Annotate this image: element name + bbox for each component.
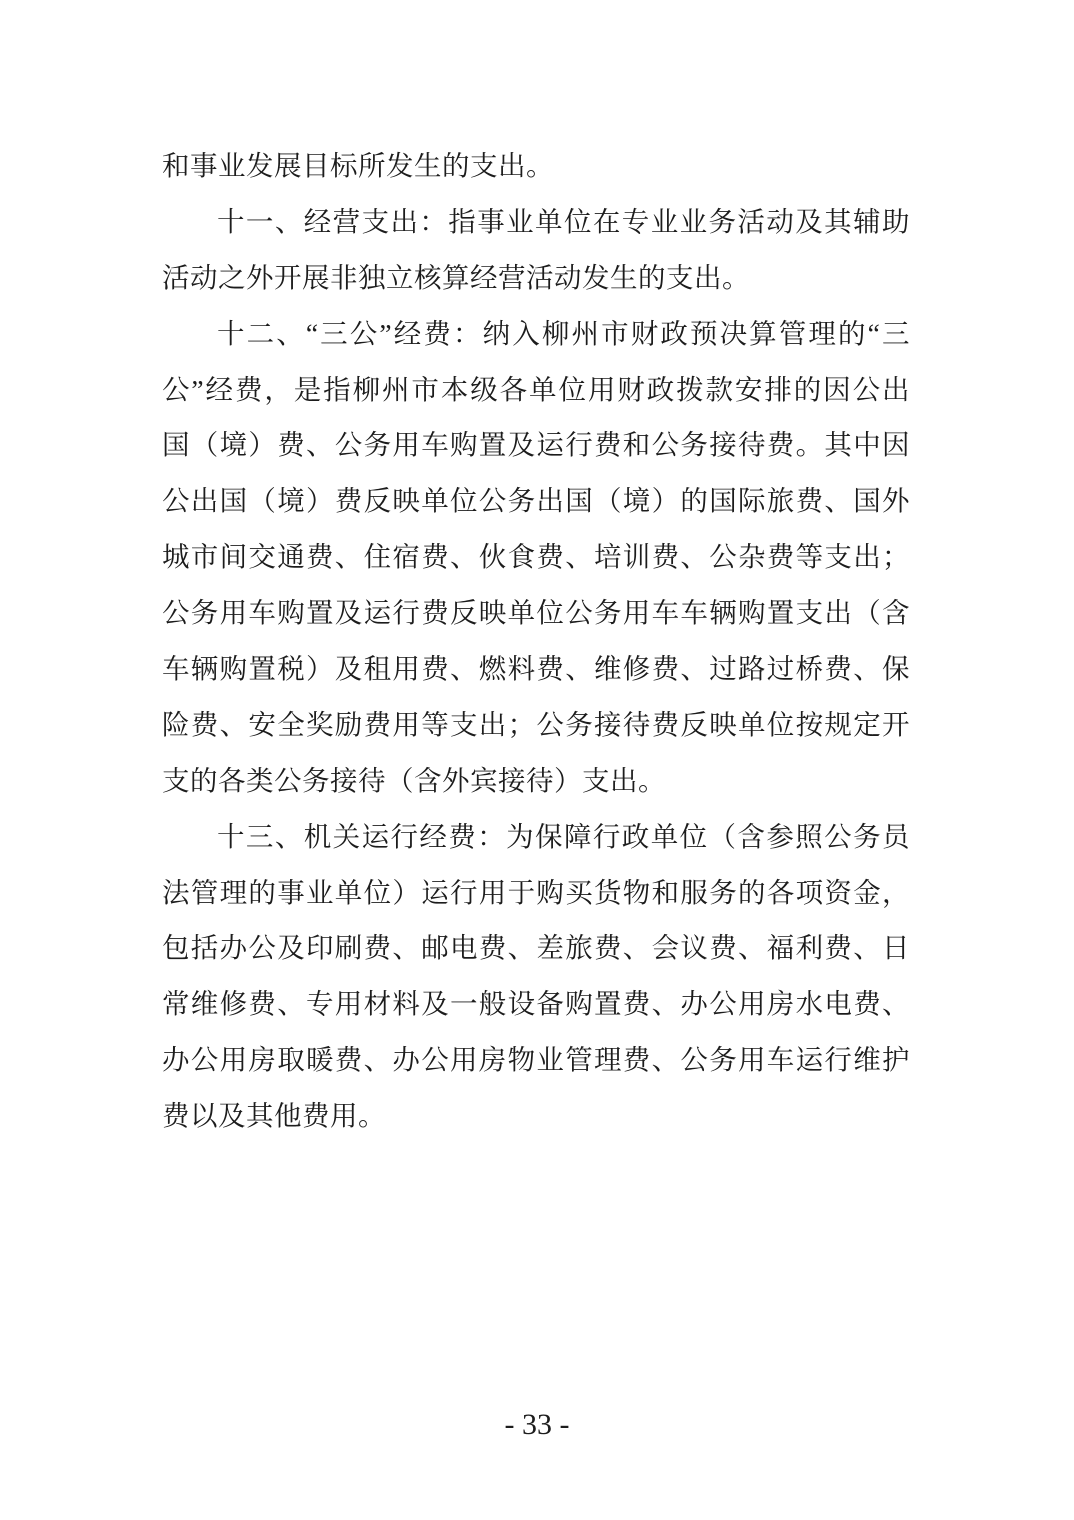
text-line: 十一、经营支出：指事业单位在专业业务活动及其辅助 xyxy=(217,205,910,237)
text-line: 支的各类公务接待（含外宾接待）支出。 xyxy=(162,764,666,796)
text-line: 办公用房取暖费、办公用房物业管理费、公务用车运行维护 xyxy=(162,1044,910,1076)
text-line: 国（境）费、公务用车购置及运行费和公务接待费。其中因 xyxy=(162,429,910,461)
text-line: 活动之外开展非独立核算经营活动发生的支出。 xyxy=(162,261,750,293)
document-lines xyxy=(162,138,910,1144)
text-line: 常维修费、专用材料及一般设备购置费、办公用房水电费、 xyxy=(162,988,910,1020)
page-footer xyxy=(0,1406,1074,1444)
text-line: 十二、“三公”经费：纳入柳州市财政预决算管理的“三 xyxy=(217,317,910,349)
text-line: 城市间交通费、住宿费、伙食费、培训费、公杂费等支出； xyxy=(162,541,910,573)
text-line: 险费、安全奖励费用等支出；公务接待费反映单位按规定开 xyxy=(162,708,910,740)
text-line: 法管理的事业单位）运行用于购买货物和服务的各项资金， xyxy=(162,876,910,908)
text-line: 费以及其他费用。 xyxy=(162,1100,386,1132)
text-line: 车辆购置税）及租用费、燃料费、维修费、过路过桥费、保 xyxy=(162,653,910,685)
text-line: 包括办公及印刷费、邮电费、差旅费、会议费、福利费、日 xyxy=(162,932,910,964)
text-line: 公务用车购置及运行费反映单位公务用车车辆购置支出（含 xyxy=(162,597,910,629)
text-line: 公”经费，是指柳州市本级各单位用财政拨款安排的因公出 xyxy=(162,373,910,405)
text-line: 公出国（境）费反映单位公务出国（境）的国际旅费、国外 xyxy=(162,485,910,517)
text-line: 十三、机关运行经费：为保障行政单位（含参照公务员 xyxy=(217,820,910,852)
text-line: 和事业发展目标所发生的支出。 xyxy=(162,150,554,181)
page-number: - 33 - xyxy=(504,1408,570,1441)
